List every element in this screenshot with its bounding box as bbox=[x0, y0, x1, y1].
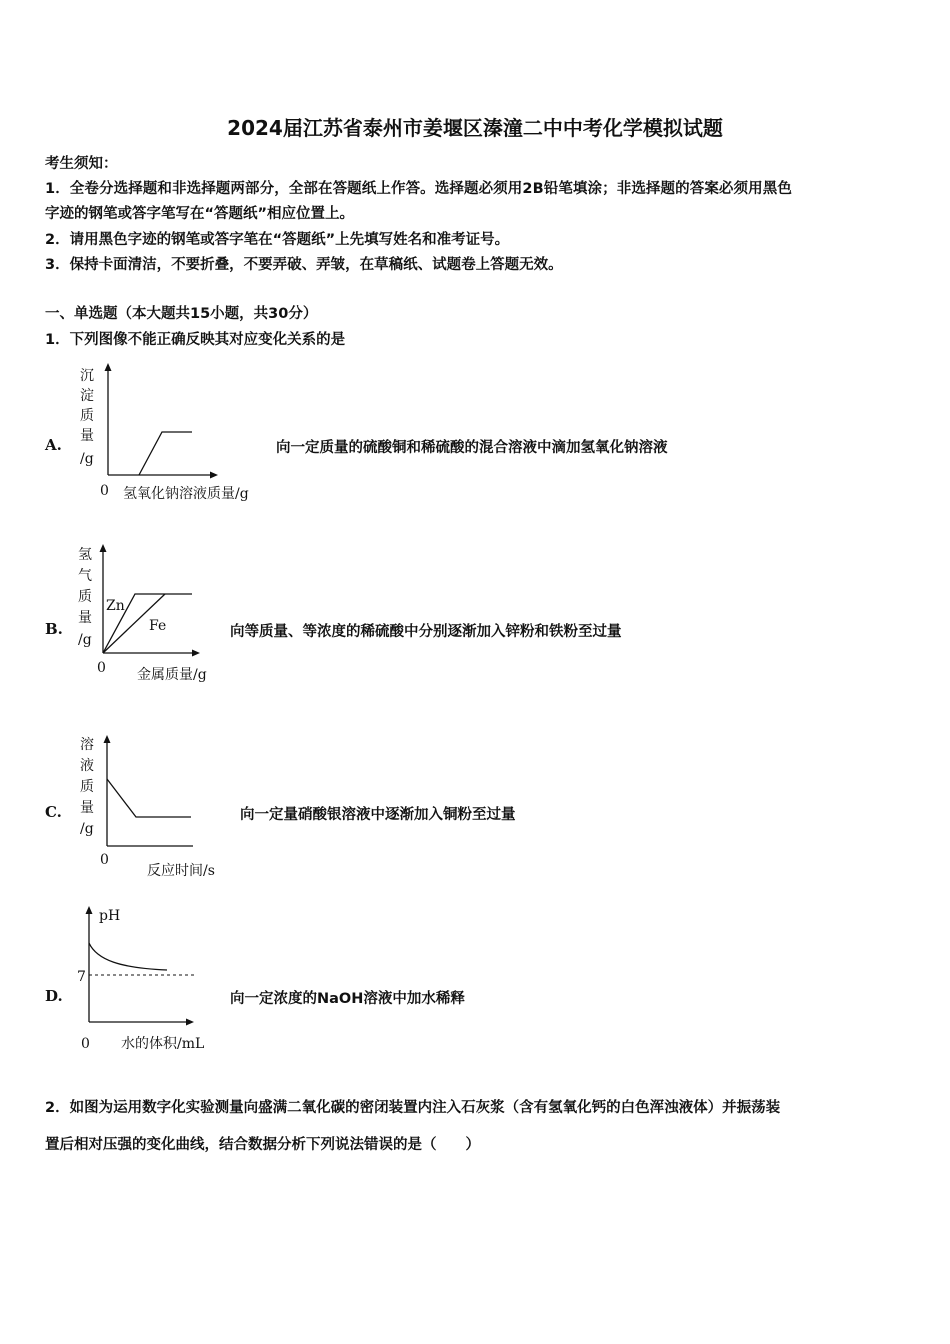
y-label-char: 淀 bbox=[80, 388, 94, 404]
section-heading: 一、单选题（本大题共15小题，共30分） bbox=[45, 306, 318, 322]
series-zn-label: Zn bbox=[106, 598, 125, 614]
option-a-graph bbox=[75, 360, 295, 505]
y-label-char: 液 bbox=[80, 758, 94, 774]
origin-label: 0 bbox=[100, 852, 109, 868]
y-axis-arrow bbox=[86, 906, 93, 914]
y-label-char: 氢 bbox=[78, 547, 92, 563]
notice-line-1a: 1．全卷分选择题和非选择题两部分，全部在答题纸上作答。选择题必须用2B铅笔填涂；非选择题的答案必须用黑色 bbox=[45, 181, 792, 197]
x-label: 反应时间/s bbox=[147, 863, 215, 879]
option-a-desc: 向一定质量的硫酸铜和稀硫酸的混合溶液中滴加氢氧化钠溶液 bbox=[276, 440, 668, 456]
y-label-char: 量 bbox=[80, 428, 94, 444]
option-c-letter[interactable]: C. bbox=[45, 803, 62, 821]
y-label-char: 溶 bbox=[80, 737, 94, 753]
y-label-char: 量 bbox=[78, 610, 92, 626]
x-label: 水的体积/mL bbox=[121, 1036, 205, 1052]
y-unit: /g bbox=[80, 821, 94, 837]
x-axis-arrow bbox=[192, 650, 200, 657]
y-axis-arrow bbox=[100, 544, 107, 552]
option-d-desc: 向一定浓度的NaOH溶液中加水稀释 bbox=[230, 991, 465, 1007]
origin-label: 0 bbox=[100, 483, 109, 499]
option-a-letter[interactable]: A. bbox=[45, 436, 62, 454]
y-axis-arrow bbox=[105, 363, 112, 371]
y-label-char: 质 bbox=[80, 408, 94, 424]
curve bbox=[107, 779, 191, 817]
y-unit: /g bbox=[80, 451, 94, 467]
notice-heading: 考生须知： bbox=[45, 156, 118, 172]
option-b-graph bbox=[75, 540, 235, 690]
y-unit: /g bbox=[78, 632, 92, 648]
x-label: 氢氧化钠溶液质量/g bbox=[123, 486, 249, 502]
y-label-char: 量 bbox=[80, 800, 94, 816]
curve bbox=[89, 943, 167, 970]
y-label-char: 质 bbox=[80, 779, 94, 795]
option-b-desc: 向等质量、等浓度的稀硫酸中分别逐渐加入锌粉和铁粉至过量 bbox=[230, 624, 622, 640]
notice-line-3: 3．保持卡面清洁，不要折叠，不要弄破、弄皱，在草稿纸、试题卷上答题无效。 bbox=[45, 257, 563, 273]
series-fe-label: Fe bbox=[149, 618, 167, 634]
question-1-stem: 1．下列图像不能正确反映其对应变化关系的是 bbox=[45, 332, 346, 348]
option-b-letter[interactable]: B. bbox=[45, 620, 63, 638]
y-label-char: 质 bbox=[78, 589, 92, 605]
origin-label: 0 bbox=[97, 660, 106, 676]
y-axis-arrow bbox=[104, 735, 111, 743]
y-label-char: 气 bbox=[78, 568, 92, 584]
x-axis-arrow bbox=[186, 1019, 194, 1026]
curve bbox=[139, 432, 192, 475]
x-label: 金属质量/g bbox=[137, 667, 207, 683]
notice-line-2: 2．请用黑色字迹的钢笔或答字笔在“答题纸”上先填写姓名和准考证号。 bbox=[45, 232, 510, 248]
y-tick-7: 7 bbox=[77, 969, 86, 985]
origin-label: 0 bbox=[81, 1036, 90, 1052]
y-label: pH bbox=[99, 908, 121, 924]
option-c-graph bbox=[75, 730, 245, 880]
x-axis-arrow bbox=[210, 472, 218, 479]
y-label-char: 沉 bbox=[80, 368, 94, 384]
option-d-letter[interactable]: D. bbox=[45, 987, 63, 1005]
page-title: 2024届江苏省泰州市姜堰区溱潼二中中考化学模拟试题 bbox=[227, 116, 723, 140]
question-2-line-2: 置后相对压强的变化曲线，结合数据分析下列说法错误的是（ ） bbox=[45, 1137, 480, 1153]
option-c-desc: 向一定量硝酸银溶液中逐渐加入铜粉至过量 bbox=[240, 807, 516, 823]
notice-line-1b: 字迹的钢笔或答字笔写在“答题纸”相应位置上。 bbox=[45, 206, 355, 222]
question-2-line-1: 2．如图为运用数字化实验测量向盛满二氧化碳的密闭装置内注入石灰浆（含有氢氧化钙的白色浑浊液体）并振荡装 bbox=[45, 1100, 781, 1116]
option-d-graph bbox=[75, 900, 245, 1055]
